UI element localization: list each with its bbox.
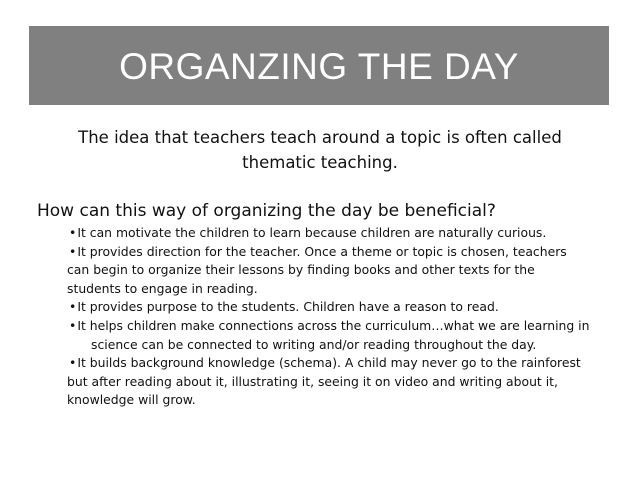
bullet-text: but after reading about it, illustrating it, seeing it on video and writing about it,: [67, 373, 558, 389]
bullet-item: [69, 243, 624, 299]
bullet-text: It can motivate the children to learn because children are naturally curious.: [77, 225, 547, 240]
bullet-list: [69, 224, 624, 410]
bullet-text: knowledge will grow.: [67, 392, 196, 408]
slide-title: ORGANZING THE DAY: [119, 46, 519, 87]
bullet-text: science can be connected to writing and/or reading throughout the day.: [91, 336, 537, 352]
bullet-item: [69, 317, 624, 354]
bullet-text: students to engage in reading.: [67, 280, 258, 296]
bullet-text: It provides direction for the teacher. Once a theme or topic is chosen, teachers: [77, 243, 567, 259]
bullet-text: It builds background knowledge (schema). A child may never go to the rainforest: [77, 355, 581, 371]
bullet-item: [69, 354, 624, 410]
bullet-icon: •: [69, 355, 77, 371]
bullet-icon: •: [69, 225, 77, 240]
bullet-text: It provides purpose to the students. Children have a reason to read.: [77, 299, 499, 315]
intro-text: [60, 125, 580, 175]
question-heading: How can this way of organizing the day be beneficial?: [37, 201, 496, 221]
bullet-item: [69, 298, 624, 317]
intro-line: thematic teaching.: [242, 153, 398, 172]
bullet-item: [69, 224, 624, 243]
bullet-text: can begin to organize their lessons by finding books and other texts for the: [67, 262, 535, 278]
bullet-icon: •: [69, 317, 77, 333]
bullet-icon: •: [69, 243, 77, 259]
intro-line: The idea that teachers teach around a topic is often called: [78, 128, 562, 147]
title-banner: [29, 26, 609, 105]
bullet-text: It helps children make connections across the curriculum…what we are learning in: [77, 317, 590, 333]
bullet-icon: •: [69, 299, 77, 315]
